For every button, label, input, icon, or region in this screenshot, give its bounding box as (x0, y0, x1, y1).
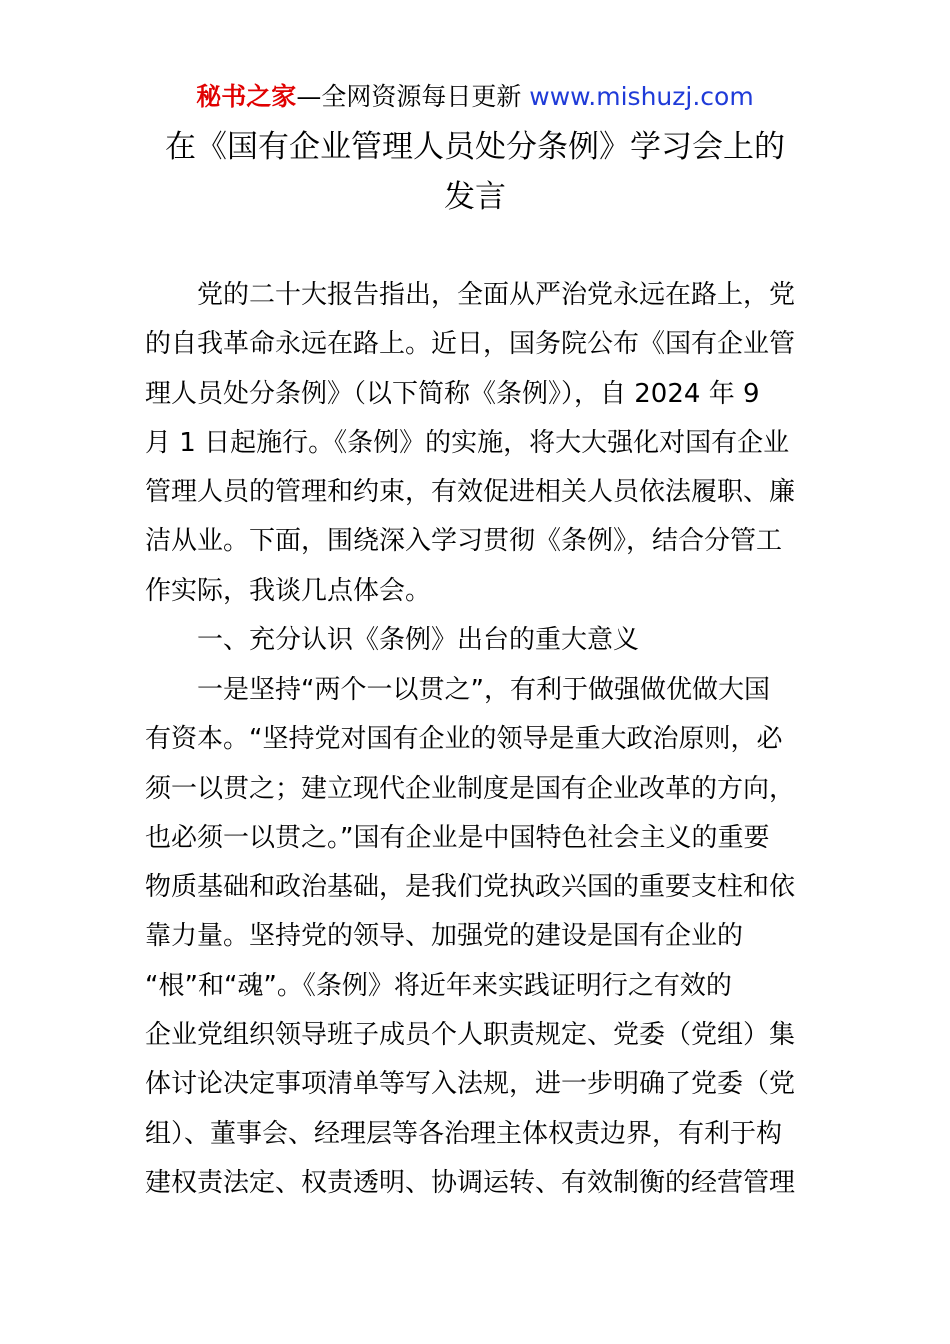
text-line: 有资本。“坚持党对国有企业的领导是重大政治原则，必 (145, 724, 783, 755)
text-line: 建权责法定、权责透明、协调运转、有效制衡的经营管理 (145, 1167, 796, 1198)
text-line: 靠力量。坚持党的领导、加强党的建设是国有企业的 (145, 921, 744, 952)
text-line: 也必须一以贯之。”国有企业是中国特色社会主义的重要 (145, 822, 770, 853)
site-url-link[interactable]: www.mishuzj.com (529, 82, 754, 111)
text-line: 理人员处分条例》（以下简称《条例》），自 2024 年 9 (145, 378, 760, 409)
text-line: 的自我革命永远在路上。近日，国务院公布《国有企业管 (145, 329, 796, 360)
text-line: 企业党组织领导班子成员个人职责规定、党委（党组）集 (145, 1020, 796, 1051)
document-title-line-1: 在《国有企业管理人员处分条例》学习会上的 (165, 129, 785, 165)
text-line: 党的二十大报告指出，全面从严治党永远在路上，党 (197, 280, 796, 310)
brand-name: 秘书之家 (196, 82, 297, 111)
text-line: 物质基础和政治基础，是我们党执政兴国的重要支柱和依 (145, 872, 796, 903)
text-line: 一是坚持“两个一以贯之”，有利于做强做优做大国 (197, 675, 770, 705)
text-line: 洁从业。下面，围绕深入学习贯彻《条例》，结合分管工 (145, 526, 783, 557)
text-line: 须一以贯之；建立现代企业制度是国有企业改革的方向， (145, 773, 796, 804)
section-heading-1 (145, 616, 815, 665)
document-title-line-2: 发言 (444, 179, 506, 215)
site-header (0, 80, 950, 114)
text-line: 作实际，我谈几点体会。 (145, 575, 432, 606)
paragraph-intro (145, 271, 815, 616)
text-line: 月 1 日起施行。《条例》的实施，将大大强化对国有企业 (145, 427, 790, 458)
text-line: 体讨论决定事项清单等写入法规，进一步明确了党委（党 (145, 1069, 796, 1100)
paragraph-point-1 (145, 666, 815, 1208)
text-line: 管理人员的管理和约束，有效促进相关人员依法履职、廉 (145, 477, 796, 508)
text-line: “根”和“魂”。《条例》将近年来实践证明行之有效的 (145, 970, 732, 1001)
section-heading-text: 一、充分认识《条例》出台的重大意义 (197, 625, 640, 655)
text-line: 组）、董事会、经理层等各治理主体权责边界，有利于构 (145, 1118, 783, 1149)
header-slogan: —全网资源每日更新 (296, 82, 530, 111)
